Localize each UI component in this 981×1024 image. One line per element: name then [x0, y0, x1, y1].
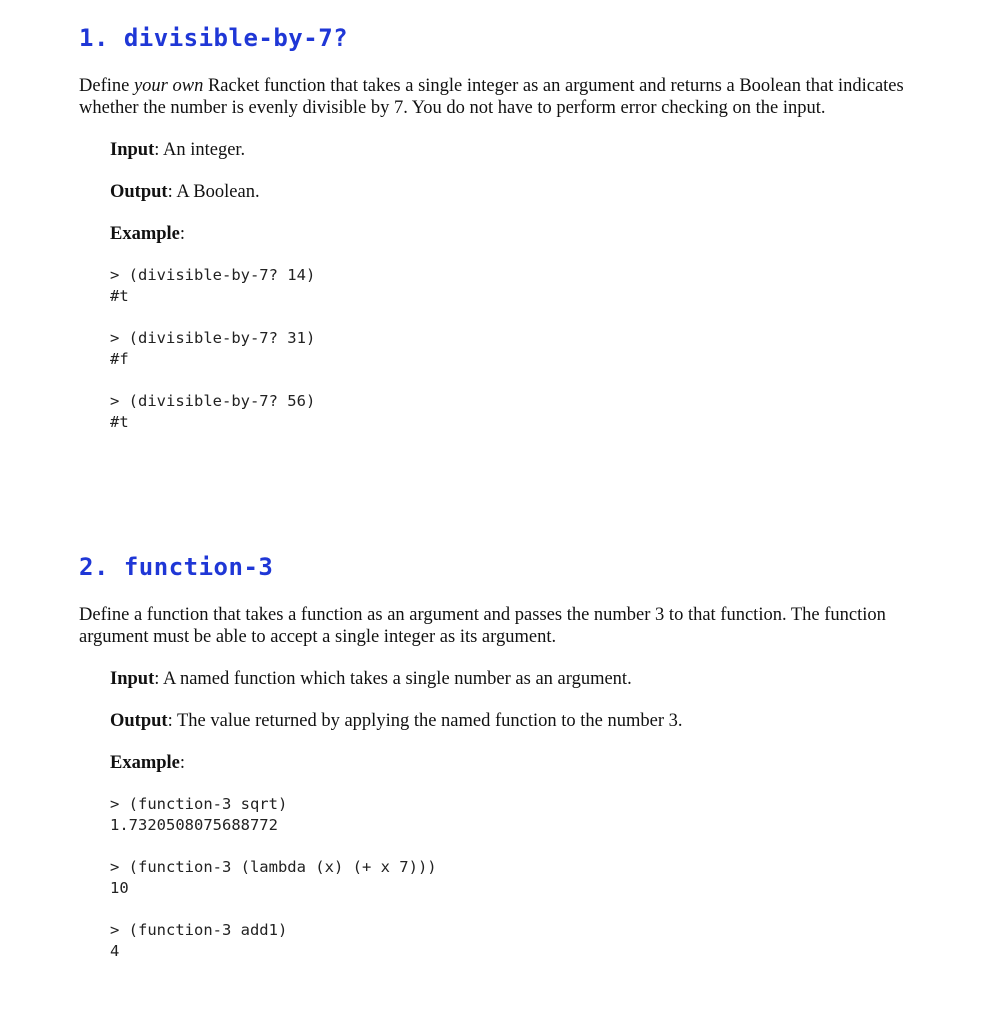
problem-divisible-by-7 — [79, 22, 939, 433]
code-call: > (function-3 sqrt) — [110, 795, 288, 813]
output-text: : The value returned by applying the named function to the number 3. — [167, 711, 683, 731]
code-example — [110, 328, 939, 370]
problem-1-desc-emphasis: your own — [133, 76, 204, 96]
problem-1-desc-pre: Define — [79, 76, 134, 96]
code-result: #t — [110, 287, 129, 305]
example-label: Example — [110, 224, 180, 244]
problem-2-example-label — [110, 752, 939, 774]
code-result: 1.7320508075688772 — [110, 816, 278, 834]
code-result: 4 — [110, 942, 120, 960]
problem-1-example-label — [110, 223, 939, 245]
example-label: Example — [110, 753, 180, 773]
input-text: : An integer. — [154, 140, 246, 160]
problem-2-spec — [110, 668, 939, 962]
code-example — [110, 857, 939, 899]
output-text: : A Boolean. — [167, 182, 260, 202]
problem-1-desc-post: Racket function that takes a single integer as an argument and returns a Boolean that indicates whether the number is evenly divisible by 7. You do not have to perform error checking on the input. — [79, 76, 904, 118]
input-text: : A named function which takes a single number as an argument. — [154, 669, 632, 689]
input-label: Input — [110, 669, 155, 689]
problem-1-output — [110, 181, 939, 203]
problem-1-description — [79, 76, 939, 119]
problem-function-3 — [79, 551, 939, 962]
code-example — [110, 920, 939, 962]
code-example — [110, 265, 939, 307]
code-call: > (function-3 add1) — [110, 921, 288, 939]
output-label: Output — [110, 182, 168, 202]
problem-2-output — [110, 710, 939, 732]
problem-2-description: Define a function that takes a function as an argument and passes the number 3 to that function. The function argument must be able to accept a single integer as its argument. — [79, 605, 886, 647]
code-result: 10 — [110, 879, 129, 897]
code-call: > (divisible-by-7? 14) — [110, 266, 316, 284]
problem-2-input — [110, 668, 939, 690]
input-label: Input — [110, 140, 155, 160]
example-colon: : — [179, 224, 186, 244]
code-example — [110, 794, 939, 836]
problem-1-spec — [110, 139, 939, 433]
problem-1-heading: 1. divisible-by-7? — [79, 24, 349, 52]
output-label: Output — [110, 711, 168, 731]
code-call: > (function-3 (lambda (x) (+ x 7))) — [110, 858, 437, 876]
problem-2-heading: 2. function-3 — [79, 553, 274, 581]
problem-1-input — [110, 139, 939, 161]
code-call: > (divisible-by-7? 56) — [110, 392, 316, 410]
code-result: #t — [110, 413, 129, 431]
example-colon: : — [179, 753, 186, 773]
code-call: > (divisible-by-7? 31) — [110, 329, 316, 347]
code-example — [110, 391, 939, 433]
code-result: #f — [110, 350, 129, 368]
